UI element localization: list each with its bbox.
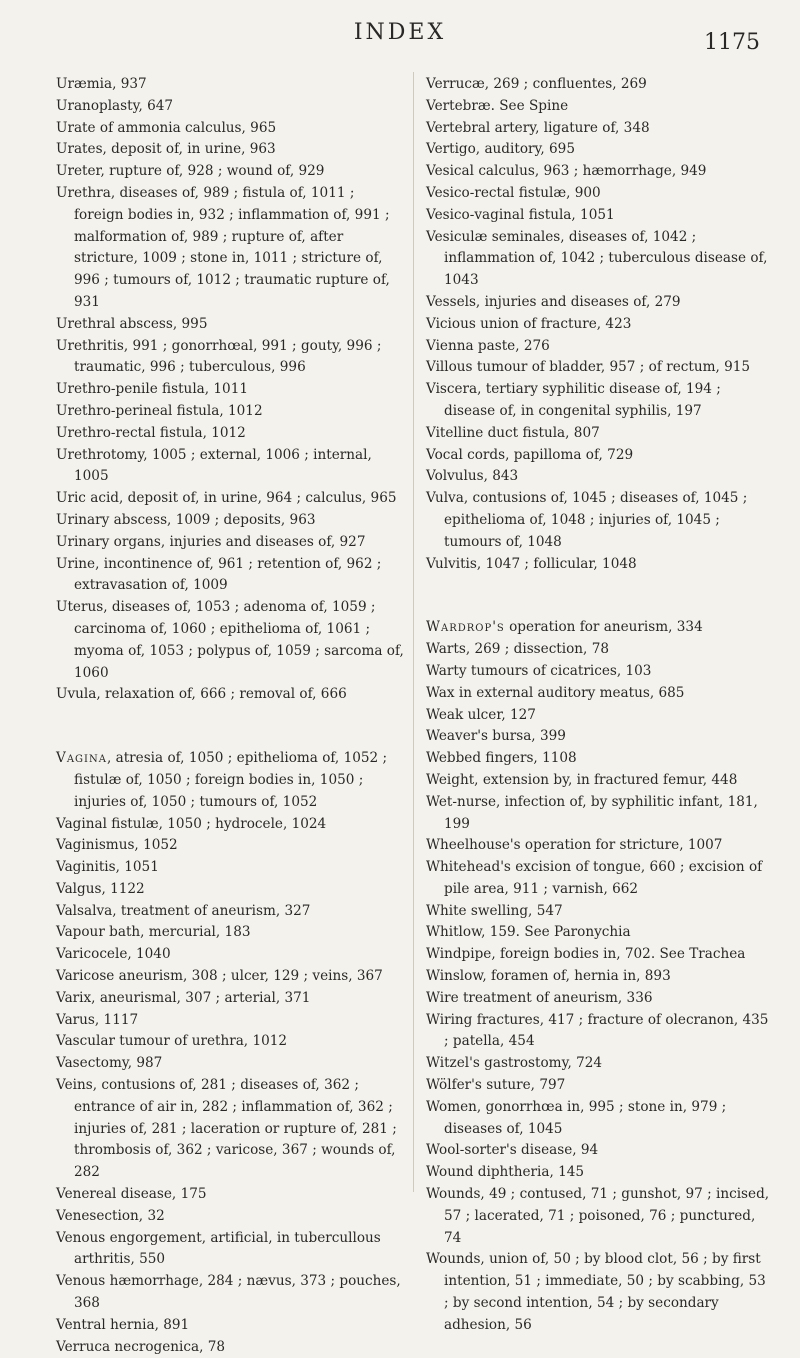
index-entry: Volvulus, 843 (426, 466, 772, 488)
index-entry: Vaginitis, 1051 (56, 857, 404, 879)
index-entry: Wet-nurse, infection of, by syphilitic infant, 181, 199 (426, 792, 772, 836)
index-entry: Wool-sorter's disease, 94 (426, 1140, 772, 1162)
index-entry: Vertebral artery, ligature of, 348 (426, 118, 772, 140)
index-entry: Uranoplasty, 647 (56, 96, 404, 118)
index-entry: Vocal cords, papilloma of, 729 (426, 445, 772, 467)
index-entry: Wire treatment of aneurism, 336 (426, 988, 772, 1010)
index-entry: Urethritis, 991 ; gonorrhœal, 991 ; gouty, 996 ; traumatic, 996 ; tuberculous, 996 (56, 336, 404, 380)
index-entry: Witzel's gastrostomy, 724 (426, 1053, 772, 1075)
index-entry: Varix, aneurismal, 307 ; arterial, 371 (56, 988, 404, 1010)
index-entry: Villous tumour of bladder, 957 ; of rectum, 915 (426, 357, 772, 379)
page-header (0, 18, 800, 58)
index-entry: Varicocele, 1040 (56, 944, 404, 966)
index-entry: Vienna paste, 276 (426, 336, 772, 358)
index-entry: Verrucæ, 269 ; confluentes, 269 (426, 74, 772, 96)
index-entry: Urethrotomy, 1005 ; external, 1006 ; internal, 1005 (56, 445, 404, 489)
index-entry: Varicose aneurism, 308 ; ulcer, 129 ; veins, 367 (56, 966, 404, 988)
index-entry: Veins, contusions of, 281 ; diseases of, 362 ; entrance of air in, 282 ; inflammation of, 362 ; injuries of, 281 ; laceration or rupture of, 281 ; thrombosis of, 362 ; varicose, 367 ; wounds of, 282 (56, 1075, 404, 1184)
index-entry: Vesical calculus, 963 ; hæmorrhage, 949 (426, 161, 772, 183)
index-entry: Venous hæmorrhage, 284 ; nævus, 373 ; pouches, 368 (56, 1271, 404, 1315)
section-gap (426, 575, 772, 617)
index-entry: Vulva, contusions of, 1045 ; diseases of, 1045 ; epithelioma of, 1048 ; injuries of, 1045 ; tumours of, 1048 (426, 488, 772, 553)
index-entry (56, 748, 404, 813)
index-entry: Wound diphtheria, 145 (426, 1162, 772, 1184)
index-entry: Valsalva, treatment of aneurism, 327 (56, 901, 404, 923)
page-title: INDEX (0, 20, 800, 45)
index-entry: Ventral hernia, 891 (56, 1315, 404, 1337)
w-entries-list (426, 639, 772, 1337)
index-entry: Urine, incontinence of, 961 ; retention of, 962 ; extravasation of, 1009 (56, 554, 404, 598)
index-entry: Urinary abscess, 1009 ; deposits, 963 (56, 510, 404, 532)
v-entries-list-continued (426, 74, 772, 575)
index-entry: Wounds, 49 ; contused, 71 ; gunshot, 97 ; incised, 57 ; lacerated, 71 ; poisoned, 76 ; punctured, 74 (426, 1184, 772, 1249)
index-entry: Vaginismus, 1052 (56, 835, 404, 857)
entry-text: operation for aneurism, 334 (505, 619, 703, 635)
index-entry: Urethro-perineal fistula, 1012 (56, 401, 404, 423)
index-entry: Urethro-rectal fistula, 1012 (56, 423, 404, 445)
index-entry: Valgus, 1122 (56, 879, 404, 901)
index-entry: White swelling, 547 (426, 901, 772, 923)
index-entry: Urate of ammonia calculus, 965 (56, 118, 404, 140)
index-entry: Vasectomy, 987 (56, 1053, 404, 1075)
left-column (56, 74, 404, 1358)
page-number: 1175 (704, 30, 760, 55)
section-initial-word: Vagina (56, 750, 107, 766)
index-entry: Vicious union of fracture, 423 (426, 314, 772, 336)
index-entry: Vesico-rectal fistulæ, 900 (426, 183, 772, 205)
index-entry: Windpipe, foreign bodies in, 702. See Trachea (426, 944, 772, 966)
index-entry: Whitlow, 159. See Paronychia (426, 922, 772, 944)
index-entry: Wiring fractures, 417 ; fracture of olecranon, 435 ; patella, 454 (426, 1010, 772, 1054)
right-column (426, 74, 772, 1337)
index-entry: Wax in external auditory meatus, 685 (426, 683, 772, 705)
index-entry: Whitehead's excision of tongue, 660 ; excision of pile area, 911 ; varnish, 662 (426, 857, 772, 901)
u-entries-list (56, 74, 404, 706)
index-entry: Vertigo, auditory, 695 (426, 139, 772, 161)
index-entry: Women, gonorrhœa in, 995 ; stone in, 979 ; diseases of, 1045 (426, 1097, 772, 1141)
index-entry: Warty tumours of cicatrices, 103 (426, 661, 772, 683)
v-entries-list (56, 814, 404, 1358)
index-entry: Uvula, relaxation of, 666 ; removal of, 666 (56, 684, 404, 706)
index-entry: Venereal disease, 175 (56, 1184, 404, 1206)
entry-text: , atresia of, 1050 ; epithelioma of, 1052 ; fistulæ of, 1050 ; foreign bodies in, 1050 ; injuries of, 1050 ; tumours of, 1052 (74, 750, 387, 810)
column-divider (413, 72, 414, 1192)
index-entry: Vulvitis, 1047 ; follicular, 1048 (426, 554, 772, 576)
index-entry: Weight, extension by, in fractured femur, 448 (426, 770, 772, 792)
index-entry: Wounds, union of, 50 ; by blood clot, 56 ; by first intention, 51 ; immediate, 50 ; by scabbing, 53 ; by second intention, 54 ; by secondary adhesion, 56 (426, 1249, 772, 1336)
index-entry: Webbed fingers, 1108 (426, 748, 772, 770)
index-entry: Uræmia, 937 (56, 74, 404, 96)
index-entry: Venous engorgement, artificial, in tubercullous arthritis, 550 (56, 1228, 404, 1272)
index-entry: Weaver's bursa, 399 (426, 726, 772, 748)
index-entry: Urethro-penile fistula, 1011 (56, 379, 404, 401)
index-entry: Verruca necrogenica, 78 (56, 1337, 404, 1358)
index-entry: Uterus, diseases of, 1053 ; adenoma of, 1059 ; carcinoma of, 1060 ; epithelioma of, 1061 ; myoma of, 1053 ; polypus of, 1059 ; sarcoma of, 1060 (56, 597, 404, 684)
section-initial-word: Wardrop's (426, 619, 505, 635)
index-entry: Varus, 1117 (56, 1010, 404, 1032)
index-entry: Wheelhouse's operation for stricture, 1007 (426, 835, 772, 857)
index-entry: Urates, deposit of, in urine, 963 (56, 139, 404, 161)
index-entry: Uric acid, deposit of, in urine, 964 ; calculus, 965 (56, 488, 404, 510)
index-entry: Urinary organs, injuries and diseases of, 927 (56, 532, 404, 554)
index-entry (426, 617, 772, 639)
index-entry: Warts, 269 ; dissection, 78 (426, 639, 772, 661)
section-gap (56, 706, 404, 748)
index-entry: Urethra, diseases of, 989 ; fistula of, 1011 ; foreign bodies in, 932 ; inflammation of, 991 ; malformation of, 989 ; rupture of, after stricture, 1009 ; stone in, 1011 ; stricture of, 996 ; tumours of, 1012 ; traumatic rupture of, 931 (56, 183, 404, 314)
index-entry: Vessels, injuries and diseases of, 279 (426, 292, 772, 314)
index-entry: Vertebræ. See Spine (426, 96, 772, 118)
index-entry: Winslow, foramen of, hernia in, 893 (426, 966, 772, 988)
index-entry: Vapour bath, mercurial, 183 (56, 922, 404, 944)
index-entry: Viscera, tertiary syphilitic disease of, 194 ; disease of, in congenital syphilis, 197 (426, 379, 772, 423)
index-entry: Weak ulcer, 127 (426, 705, 772, 727)
index-entry: Ureter, rupture of, 928 ; wound of, 929 (56, 161, 404, 183)
index-entry: Venesection, 32 (56, 1206, 404, 1228)
index-entry: Wölfer's suture, 797 (426, 1075, 772, 1097)
index-entry: Urethral abscess, 995 (56, 314, 404, 336)
index-entry: Vesico-vaginal fistula, 1051 (426, 205, 772, 227)
index-entry: Vesiculæ seminales, diseases of, 1042 ; inflammation of, 1042 ; tuberculous disease of, 1043 (426, 227, 772, 292)
index-entry: Vascular tumour of urethra, 1012 (56, 1031, 404, 1053)
index-entry: Vaginal fistulæ, 1050 ; hydrocele, 1024 (56, 814, 404, 836)
index-entry: Vitelline duct fistula, 807 (426, 423, 772, 445)
